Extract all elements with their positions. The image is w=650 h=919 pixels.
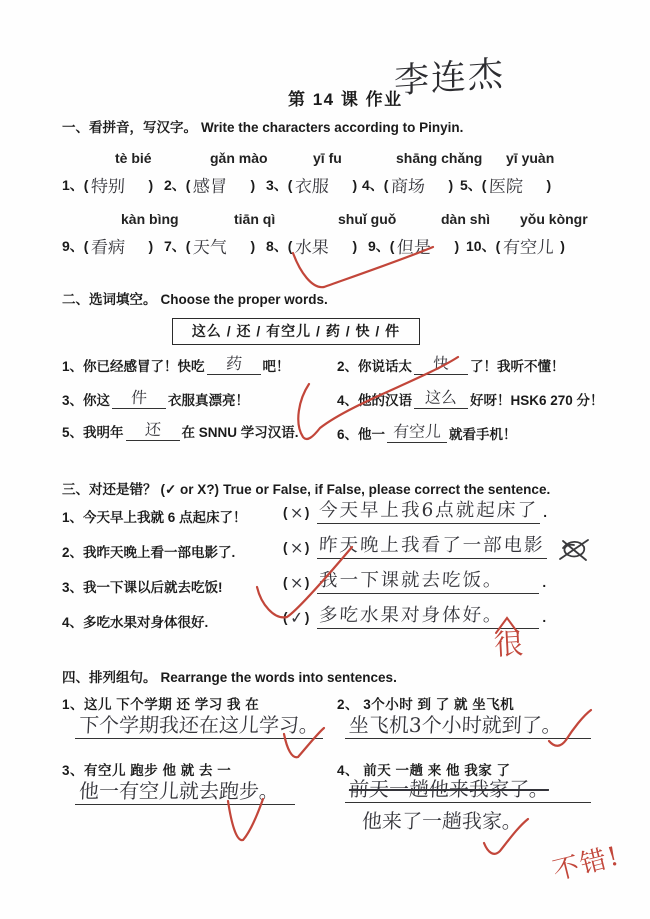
handwritten-correction: 今天早上我6点就起床了 <box>318 500 539 521</box>
handwritten-mark: × <box>288 537 306 558</box>
handwritten-correction: 我一下课就去吃饭。 <box>318 570 505 591</box>
fill-blank <box>414 354 468 375</box>
item-close-paren: ) <box>352 238 358 254</box>
section4-heading-en: Rearrange the words into sentences. <box>160 670 397 685</box>
fill-blank <box>207 354 261 375</box>
answer-underline <box>345 778 591 803</box>
sentence-before: 1、你已经感冒了！快吃 <box>62 359 205 374</box>
handwritten-answer: 商场 <box>390 177 426 197</box>
pinyin-label: gǎn mào <box>210 150 268 166</box>
sentence-after: 吧！ <box>262 359 290 374</box>
pinyin-label: shuǐ guǒ <box>338 211 397 227</box>
handwritten-answer: 感冒 <box>192 177 228 197</box>
answer-underline <box>75 714 323 739</box>
paren-close: ) <box>304 610 312 625</box>
teacher-red-insertion: 很 <box>493 626 524 662</box>
item-prefix: 5、( <box>460 177 487 193</box>
pinyin-label: yǒu kòngr <box>520 211 588 227</box>
tail-period: . <box>543 505 549 520</box>
item-prefix: 8、( <box>266 238 293 254</box>
handwritten-answer: 坐飞机3个小时就到了。 <box>348 713 563 737</box>
s1-answer-item <box>266 233 357 258</box>
sentence-before: 4、他的汉语 <box>337 393 413 408</box>
paren-open: ( <box>283 610 290 625</box>
s1-answer-item <box>62 233 153 258</box>
s1-answer-item <box>368 233 459 258</box>
s2-item <box>337 389 604 409</box>
s4-answer-struck <box>345 778 591 803</box>
s3-answer-row <box>283 570 549 594</box>
fill-blank <box>126 420 180 441</box>
s1-answer-item <box>266 172 357 197</box>
s1-answer-item <box>62 172 153 197</box>
answer-underline <box>75 780 295 805</box>
paren-close: ) <box>304 575 312 590</box>
handwritten-answer: 他一有空儿就去跑步。 <box>78 779 280 803</box>
pinyin-label: tiān qì <box>234 211 276 227</box>
sentence-after: 在 SNNU 学习汉语. <box>181 425 299 440</box>
section1-heading <box>62 116 467 136</box>
section1-heading-en: Write the characters according to Pinyin. <box>201 120 464 135</box>
student-name-handwritten: 李连杰 <box>394 54 505 102</box>
s2-item <box>62 421 299 441</box>
paren-open: ( <box>283 575 290 590</box>
item-close-paren: ) <box>448 177 454 193</box>
handwritten-answer: 快 <box>432 354 450 373</box>
handwritten-answer: 有空儿 <box>502 238 555 258</box>
item-prefix: 2、( <box>164 177 191 193</box>
handwritten-answer: 有空儿 <box>392 422 442 441</box>
item-prefix: 4、( <box>362 177 389 193</box>
s3-sentence: 4、多吃水果对身体很好. <box>62 615 209 630</box>
section2-heading <box>62 288 332 308</box>
s4-answer <box>345 714 591 739</box>
pinyin-label: tè bié <box>115 150 152 166</box>
red-checkmark-s4-item3 <box>228 799 263 840</box>
s4-words: 4、 前天 一趟 来 他 我家 了 <box>337 763 511 778</box>
sentence-after: 了！我听不懂！ <box>470 359 565 374</box>
s1-answer-item <box>164 172 255 197</box>
fill-blank <box>387 422 447 443</box>
teacher-grade-comment: 不错! <box>549 841 624 887</box>
handwritten-answer: 特别 <box>90 177 126 197</box>
sentence-after: 衣服真漂亮！ <box>168 393 250 408</box>
paren-close: ) <box>304 505 312 520</box>
tail-period: . <box>542 575 549 590</box>
handwritten-mark: × <box>288 572 306 593</box>
correction-line <box>317 535 547 559</box>
handwritten-answer: 这么 <box>424 388 458 407</box>
tail-period: . <box>542 610 549 625</box>
s2-item <box>62 389 249 409</box>
answer-underline <box>345 714 591 739</box>
s1-answer-item <box>460 172 551 197</box>
s4-answer <box>75 780 295 805</box>
fill-blank <box>414 388 468 409</box>
item-close-paren: ) <box>352 177 358 193</box>
item-close-paren: ) <box>148 177 154 193</box>
item-close-paren: ) <box>560 238 565 254</box>
section3-heading-zh: 三、对还是错？ <box>62 482 157 497</box>
item-prefix: 7、( <box>164 238 191 254</box>
s2-item <box>337 355 565 375</box>
ink-scribble-crossed-char <box>560 540 588 560</box>
s1-answer-item <box>362 172 453 197</box>
sentence-after: 就看手机！ <box>449 427 517 442</box>
s3-answer-row <box>283 535 550 559</box>
fill-blank <box>112 388 166 409</box>
pinyin-label: yī fu <box>313 150 342 166</box>
s4-answer <box>75 714 323 739</box>
paren-open: ( <box>283 505 290 520</box>
handwritten-answer-crossed-out: 前天一趟他来我家了。 <box>348 777 550 801</box>
correction-line <box>317 500 540 524</box>
item-prefix: 3、( <box>266 177 293 193</box>
handwritten-answer: 衣服 <box>294 177 330 197</box>
section1-heading-zh: 一、看拼音，写汉字。 <box>62 120 197 135</box>
section4-heading-zh: 四、排列组句。 <box>62 670 157 685</box>
handwritten-answer: 天气 <box>192 238 228 258</box>
s3-answer-row <box>283 500 549 524</box>
s1-answer-item <box>164 233 255 258</box>
handwritten-answer: 件 <box>130 388 148 407</box>
section4-heading <box>62 666 401 686</box>
s4-answer-rewrite <box>362 810 522 833</box>
sentence-after: 好呀！HSK6 270 分！ <box>470 393 604 408</box>
item-close-paren: ) <box>454 238 460 254</box>
handwritten-answer: 他来了一趟我家。 <box>361 809 523 833</box>
handwritten-correction: 昨天晚上我看了一部电影 <box>318 535 546 556</box>
item-prefix: 9、( <box>62 238 89 254</box>
s3-sentence: 3、我一下课以后就去吃饭! <box>62 580 223 595</box>
handwritten-answer: 水果 <box>294 238 330 258</box>
handwritten-answer: 看病 <box>90 238 126 258</box>
section3-heading-mid: (✓ or X?) <box>160 482 220 497</box>
item-prefix: 10、( <box>466 238 501 254</box>
s2-item <box>62 355 290 375</box>
item-prefix: 9、( <box>368 238 395 254</box>
sentence-before: 5、我明年 <box>62 425 124 440</box>
pinyin-label: kàn bìng <box>121 211 179 227</box>
section3-heading-en: True or False, if False, please correct the sentence. <box>223 482 551 497</box>
s4-words: 3、有空儿 跑步 他 就 去 一 <box>62 763 232 778</box>
handwritten-answer: 还 <box>144 420 162 439</box>
section3-heading <box>62 478 554 498</box>
section2-heading-zh: 二、选词填空。 <box>62 292 157 307</box>
item-close-paren: ) <box>250 238 256 254</box>
item-close-paren: ) <box>546 177 552 193</box>
item-close-paren: ) <box>148 238 154 254</box>
item-close-paren: ) <box>250 177 256 193</box>
paren-open: ( <box>283 540 290 555</box>
pinyin-label: shāng chǎng <box>396 150 483 166</box>
handwritten-answer: 医院 <box>488 177 524 197</box>
section2-heading-en: Choose the proper words. <box>160 292 328 307</box>
handwritten-mark: × <box>288 502 306 523</box>
sentence-before: 2、你说话太 <box>337 359 413 374</box>
handwritten-answer: 但是 <box>396 238 432 258</box>
page-title: 第 14 课 作业 <box>288 90 403 109</box>
handwritten-mark: ✓ <box>288 607 306 628</box>
s4-words: 2、 3个小时 到 了 就 坐飞机 <box>337 697 515 712</box>
paren-close: ) <box>304 540 312 555</box>
pinyin-label: yī yuàn <box>506 150 555 166</box>
s2-item <box>337 423 517 443</box>
s3-sentence: 2、我昨天晚上看一部电影了. <box>62 545 236 560</box>
correction-line <box>317 570 539 594</box>
word-bank-box: 这么 / 还 / 有空儿 / 药 / 快 / 件 <box>172 318 420 345</box>
handwritten-answer: 下个学期我还在这儿学习。 <box>78 713 320 737</box>
pinyin-label: dàn shì <box>441 211 491 227</box>
handwritten-correction: 多吃水果对身体好。 <box>318 605 505 626</box>
s1-answer-item <box>466 233 565 258</box>
sentence-before: 6、他一 <box>337 427 386 442</box>
s4-words: 1、这儿 下个学期 还 学习 我 在 <box>62 697 260 712</box>
sentence-before: 3、你这 <box>62 393 111 408</box>
s3-sentence: 1、今天早上我就 6 点起床了！ <box>62 510 247 525</box>
item-prefix: 1、( <box>62 177 89 193</box>
handwritten-answer: 药 <box>225 354 243 373</box>
